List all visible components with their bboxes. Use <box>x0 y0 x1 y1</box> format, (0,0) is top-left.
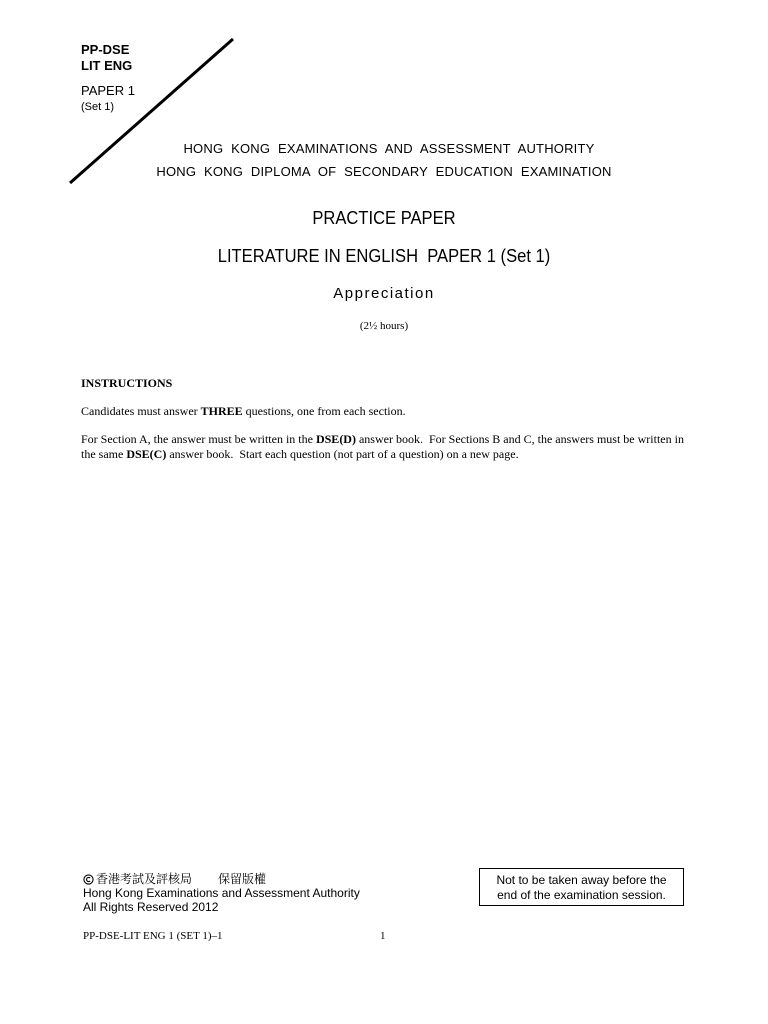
paper-set: (Set 1) <box>81 101 115 113</box>
paper-subtitle: Appreciation <box>333 285 435 302</box>
subject-code <box>81 42 132 74</box>
copyright-cjk-line <box>83 872 360 886</box>
copyright-icon <box>83 874 94 885</box>
instruction-text: questions, one from each section. <box>242 404 406 418</box>
notice-line1: Not to be taken away before the <box>496 873 667 887</box>
instruction-text: answer book. Start each question (not part of a question) on a new page. <box>166 447 519 461</box>
exam-name: HONG KONG DIPLOMA OF SECONDARY EDUCATION EXAMINATION <box>156 164 612 179</box>
footer-code: PP-DSE-LIT ENG 1 (SET 1)–1 <box>83 930 223 942</box>
copyright-block <box>83 872 360 914</box>
copyright-rights: All Rights Reserved 2012 <box>83 900 219 914</box>
copyright-cjk-rights: 保留版權 <box>218 872 267 886</box>
instruction-text: answer book. For Sections B and C, the answers must be written in the same <box>81 432 687 461</box>
instruction-text: For Section A, the answer must be written in the <box>81 432 316 446</box>
instructions-heading: INSTRUCTIONS <box>81 376 173 390</box>
notice-line2: end of the examination session. <box>497 888 666 902</box>
exam-notice-box <box>479 868 684 906</box>
copyright-org: Hong Kong Examinations and Assessment Authority <box>83 886 360 900</box>
instruction-emphasis: THREE <box>200 404 243 418</box>
paper-number: PAPER 1 <box>81 83 135 98</box>
authority-name: HONG KONG EXAMINATIONS AND ASSESSMENT AUTHORITY <box>183 141 595 156</box>
practice-paper-title: PRACTICE PAPER <box>312 208 456 228</box>
instruction-paragraph-2 <box>81 432 691 462</box>
copyright-cjk-org: 香港考試及評核局 <box>96 872 193 886</box>
subject-code-line2: LIT ENG <box>81 58 133 73</box>
exam-duration: (2½ hours) <box>359 320 409 332</box>
instruction-emphasis: DSE(C) <box>126 447 167 461</box>
page-number: 1 <box>380 930 386 942</box>
instruction-paragraph-1 <box>81 404 691 419</box>
instruction-emphasis: DSE(D) <box>315 432 356 446</box>
paper-title: LITERATURE IN ENGLISH PAPER 1 (Set 1) <box>217 246 551 266</box>
instruction-text: Candidates must answer <box>81 404 201 418</box>
subject-code-line1: PP-DSE <box>81 42 130 57</box>
